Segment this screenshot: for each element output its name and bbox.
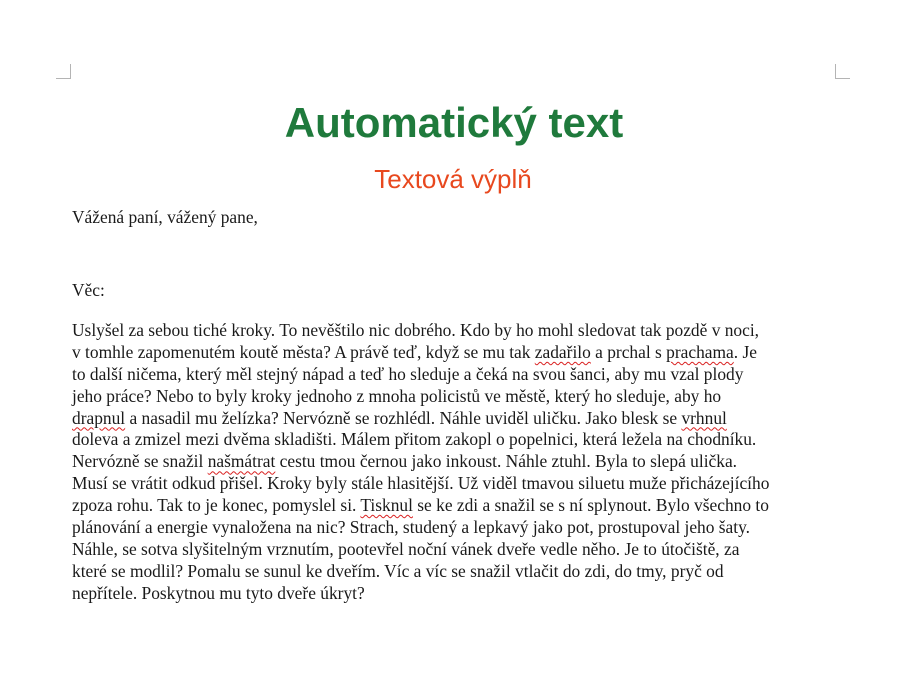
body-text-run: cestu tmou černou jako inkoust. Náhle ztuhl. Byla to slepá ulička. (275, 451, 738, 472)
body-line (72, 364, 862, 386)
body-text-run: plánování a energie vynaložena na nic? Strach, studený a lepkavý jako pot, prostupoval jeho šaty. (72, 517, 751, 538)
body-text-run: se ke zdi a snažil se s ní splynout. Bylo všechno to (412, 495, 769, 516)
body-line (72, 539, 862, 561)
document-title[interactable]: Automatický text (284, 99, 624, 146)
body-line (72, 583, 862, 605)
body-text-run: jeho práce? Nebo to byly kroky jednoho z mnoha policistů ve městě, který ho sleduje, aby ho (72, 385, 722, 406)
body-line (72, 320, 862, 342)
body-text-run: Uslyšel za sebou tiché kroky. To nevěštilo nic dobrého. Kdo by ho mohl sledovat tak pozdě v noci, (72, 320, 760, 340)
misspelled-word: našmátrat (207, 451, 276, 472)
body-line (72, 495, 862, 517)
misspelled-word: vrhnul (681, 407, 727, 428)
body-text-run: a prchal s (590, 341, 667, 362)
misspelled-word: Tisknul (360, 495, 413, 516)
body-line (72, 517, 862, 539)
body-text-run: Musí se vrátit odkud přišel. Kroky byly stále hlasitější. Už viděl tmavou siluetu muže přicházejícího (72, 473, 770, 494)
misspelled-word: drapnul (72, 407, 126, 428)
body-text-run: nepřítele. Poskytnou mu tyto dveře úkryt? (72, 582, 365, 603)
body-text-run: Náhle, se sotva slyšitelným vrznutím, pootevřel noční vánek dveře vedle něho. Je to útočiště, za (72, 538, 740, 559)
misspelled-word: zadařilo (534, 341, 591, 362)
body-paragraph[interactable] (72, 320, 862, 605)
body-line (72, 473, 862, 495)
body-text-run: . Je (733, 341, 757, 362)
body-text-run: v tomhle zapomenutém koutě města? A právě teď, když se mu tak (72, 341, 535, 362)
body-line (72, 386, 862, 408)
body-text-run: zpoza rohu. Tak to je konec, pomyslel si. (72, 495, 361, 516)
page-corner-mark-top-left (56, 64, 71, 79)
subject-paragraph[interactable]: Věc: (72, 280, 105, 300)
body-text-run: které se modlil? Pomalu se sunul ke dveřím. Víc a víc se snažil vtlačit do zdi, do tmy, pryč od (72, 560, 724, 581)
body-line (72, 342, 862, 364)
misspelled-word: prachama (666, 341, 734, 362)
body-text-run: to další ničema, který měl stejný nápad a teď ho sleduje a čeká na svou šanci, aby mu vzal plody (72, 363, 744, 384)
body-text-run: Nervózně se snažil (72, 451, 208, 472)
salutation-paragraph[interactable]: Vážená paní, vážený pane, (72, 207, 258, 227)
page-corner-mark-top-right (835, 64, 850, 79)
body-line (72, 451, 862, 473)
body-line (72, 408, 862, 430)
body-line (72, 561, 862, 583)
document-subtitle[interactable]: Textová výplň (374, 164, 532, 194)
body-text-run: doleva a zmizel mezi dvěma skladišti. Málem přitom zakopl o popelnici, která ležela na chodníku. (72, 429, 757, 450)
body-line (72, 429, 862, 451)
body-text-run: a nasadil mu želízka? Nervózně se rozhlédl. Náhle uviděl uličku. Jako blesk se (125, 407, 682, 428)
